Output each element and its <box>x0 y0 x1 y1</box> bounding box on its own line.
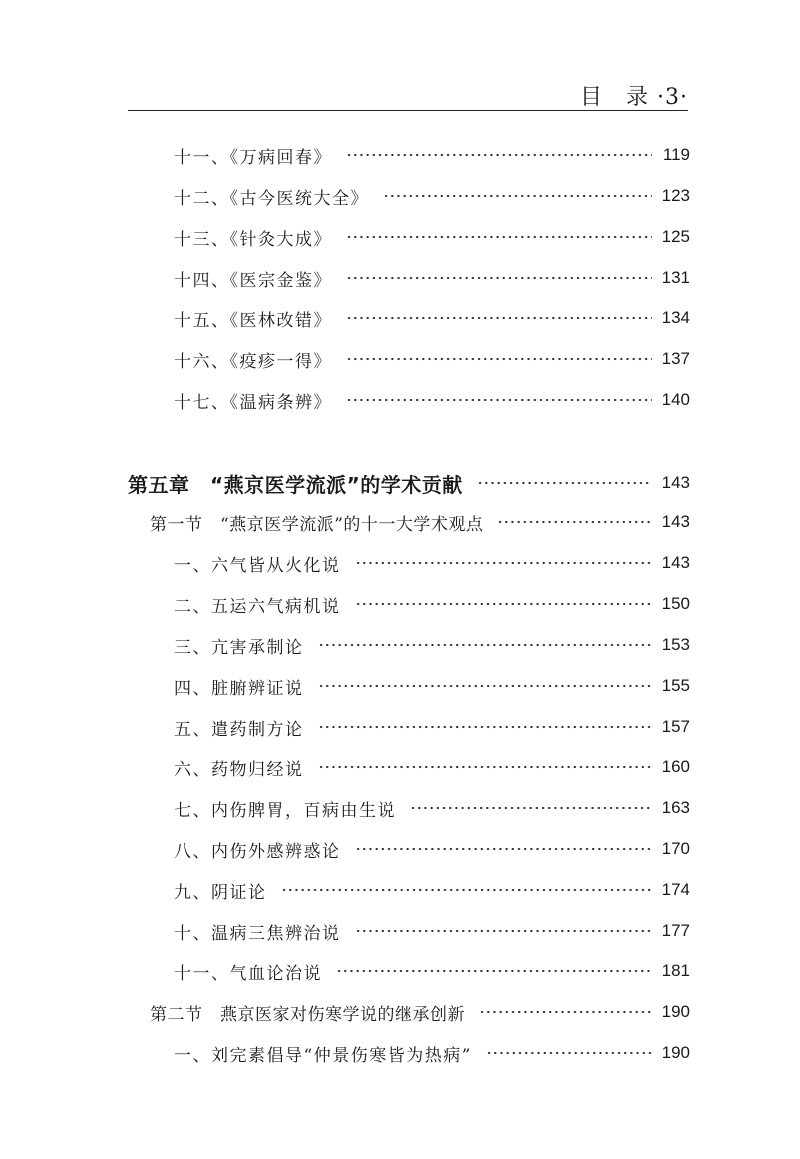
toc-entry-page-number: 153 <box>661 635 690 654</box>
toc-entry-item <box>174 875 690 905</box>
toc-entry-page-number: 131 <box>661 268 690 287</box>
toc-entry-title: 十六、《疫疹一得》 <box>174 351 332 372</box>
toc-entry-page-number: 137 <box>661 349 690 368</box>
toc-entry-chapter <box>128 468 690 498</box>
header-rule <box>128 110 688 111</box>
toc-entry-page-number: 123 <box>661 186 690 205</box>
toc-entry-title: 五、遣药制方论 <box>174 719 304 740</box>
toc-entry-title: 七、内伤脾胃，百病由生说 <box>174 800 396 821</box>
toc-entry-item <box>174 222 690 252</box>
toc-entry-item <box>174 793 690 823</box>
dot-leader <box>479 1010 652 1014</box>
toc-entry-title: 第五章 “燕京医学流派”的学术贡献 <box>128 472 463 497</box>
toc-entry-title: 十四、《医宗金鉴》 <box>174 270 332 291</box>
dot-leader <box>410 806 652 810</box>
dot-leader <box>318 765 653 769</box>
dot-leader <box>346 398 652 402</box>
toc-entry-item <box>174 671 690 701</box>
toc-entry-item <box>174 181 690 211</box>
toc-entry-page-number: 119 <box>662 145 690 164</box>
toc-entry-item <box>174 140 690 170</box>
dot-leader <box>346 276 652 280</box>
toc-entry-item <box>174 385 690 415</box>
header-text: 目 录 ·3· <box>580 85 688 110</box>
toc-entry-title: 十一、气血论治说 <box>174 963 322 984</box>
toc-entry-item <box>174 589 690 619</box>
toc-entry-page-number: 190 <box>661 1043 690 1062</box>
toc-entry-page-number: 150 <box>661 594 690 613</box>
toc-entry-item <box>174 712 690 742</box>
toc-entry-page-number: 155 <box>661 676 690 695</box>
toc-entry-title: 九、阴证论 <box>174 882 267 903</box>
dot-leader <box>318 643 653 647</box>
running-header <box>128 80 688 110</box>
toc-entry-title: 三、亢害承制论 <box>174 637 304 658</box>
toc-entry-title: 十七、《温病条辨》 <box>174 392 332 413</box>
toc-entry-item <box>174 303 690 333</box>
toc-entry-section <box>150 997 690 1027</box>
toc-entry-title: 十一、《万病回春》 <box>174 147 332 168</box>
dot-leader <box>477 481 652 485</box>
toc-entry-page-number: 190 <box>661 1002 690 1021</box>
toc-entry-title: 六、药物归经说 <box>174 759 304 780</box>
toc-entry-page-number: 170 <box>661 839 690 858</box>
toc-entry-page-number: 143 <box>661 512 690 531</box>
toc-entry-page-number: 181 <box>661 961 690 980</box>
dot-leader <box>486 1051 652 1055</box>
toc-entry-item <box>174 548 690 578</box>
toc-entry-page-number: 143 <box>661 553 690 572</box>
dot-leader <box>355 561 653 565</box>
toc-entry-item <box>174 263 690 293</box>
toc-entry-item <box>174 956 690 986</box>
toc-entry-page-number: 177 <box>661 921 690 940</box>
dot-leader <box>346 235 652 239</box>
dot-leader <box>318 725 653 729</box>
toc-entry-title: 四、脏腑辨证说 <box>174 678 304 699</box>
dot-leader <box>383 194 652 198</box>
dot-leader <box>355 602 653 606</box>
dot-leader <box>318 684 653 688</box>
toc-entry-item <box>174 916 690 946</box>
toc-entry-title: 八、内伤外感辨惑论 <box>174 841 341 862</box>
toc-entry-title: 十二、《古今医统大全》 <box>174 188 369 209</box>
toc-entry-item <box>174 1038 690 1068</box>
toc-entry-title: 一、刘完素倡导“仲景伤寒皆为热病” <box>174 1045 472 1066</box>
toc-entry-item <box>174 834 690 864</box>
toc-entry-title: 第二节 燕京医家对伤寒学说的继承创新 <box>150 1004 465 1025</box>
dot-leader <box>346 153 652 157</box>
toc-entry-page-number: 174 <box>661 880 690 899</box>
toc-entry-page-number: 125 <box>661 227 690 246</box>
toc-entry-page-number: 163 <box>661 798 690 817</box>
toc-entry-section <box>150 507 690 537</box>
dot-leader <box>346 357 652 361</box>
toc-entry-title: 十、温病三焦辨治说 <box>174 923 341 944</box>
dot-leader <box>355 929 653 933</box>
dot-leader <box>346 316 652 320</box>
toc-entry-item <box>174 752 690 782</box>
toc-entry-page-number: 140 <box>661 390 690 409</box>
toc-entry-title: 十三、《针灸大成》 <box>174 229 332 250</box>
toc-entry-page-number: 157 <box>661 717 690 736</box>
toc-entry-page-number: 143 <box>661 473 690 492</box>
toc-entry-item <box>174 344 690 374</box>
dot-leader <box>355 847 653 851</box>
dot-leader <box>497 520 652 524</box>
toc-entry-item <box>174 630 690 660</box>
toc-entry-title: 二、五运六气病机说 <box>174 596 341 617</box>
toc-entry-title: 第一节 “燕京医学流派”的十一大学术观点 <box>150 514 484 535</box>
toc-entry-title: 一、六气皆从火化说 <box>174 555 341 576</box>
dot-leader <box>336 969 652 973</box>
dot-leader <box>281 888 653 892</box>
toc-entry-page-number: 160 <box>661 757 690 776</box>
toc-entry-title: 十五、《医林改错》 <box>174 310 332 331</box>
toc-entry-page-number: 134 <box>661 308 690 327</box>
